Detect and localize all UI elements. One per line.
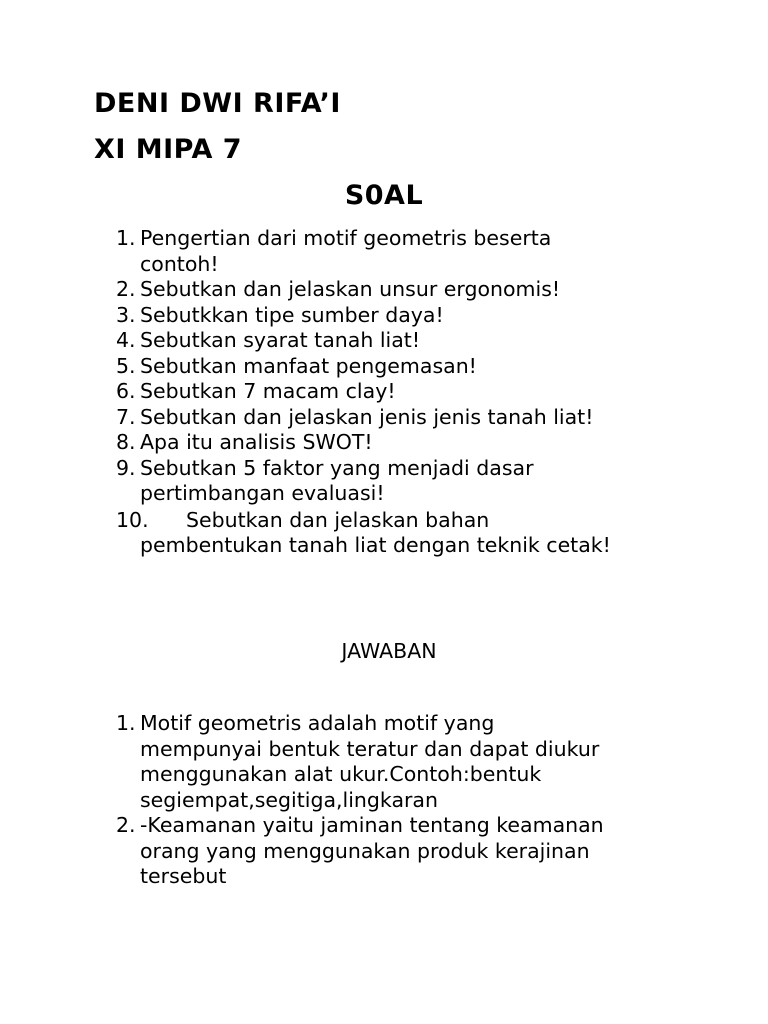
answer-number: 2.	[116, 813, 136, 837]
question-text: Sebutkan 5 faktor yang menjadi dasar pertimbangan evaluasi!	[140, 455, 534, 505]
question-item	[116, 456, 736, 507]
question-number: 10.	[116, 507, 149, 532]
question-number: 3.	[116, 302, 136, 327]
question-number: 2.	[116, 277, 136, 301]
question-text: Sebutkan dan jelaskan bahan pembentukan tanah liat dengan teknik cetak!	[140, 507, 611, 557]
question-text: Sebutkan syarat tanah liat!	[140, 328, 421, 352]
question-item	[116, 328, 736, 354]
answer-text: -Keamanan yaitu jaminan tentang keamanan orang yang menggunakan produk kerajinan tersebut	[140, 813, 604, 888]
question-number: 7.	[116, 404, 136, 429]
question-item	[116, 354, 736, 380]
question-item	[116, 379, 736, 405]
question-text: Sebutkkan tipe sumber daya!	[140, 302, 444, 327]
answer-text: Motif geometris adalah motif yang mempunyai bentuk teratur dan dapat diukur menggunakan alat ukur.Contoh:bentuk segiempat,segitiga,lingkaran	[140, 711, 600, 812]
question-number: 8.	[116, 430, 136, 454]
question-text: Sebutkan dan jelaskan jenis jenis tanah liat!	[140, 404, 594, 429]
question-number: 4.	[116, 328, 136, 352]
question-list	[116, 226, 736, 559]
question-number: 6.	[116, 379, 136, 403]
question-item	[116, 508, 736, 559]
questions-heading: S0AL	[344, 180, 424, 211]
question-item	[116, 303, 736, 329]
question-item	[116, 226, 736, 277]
question-text: Pengertian dari motif geometris beserta contoh!	[140, 226, 552, 276]
question-number: 9.	[116, 455, 136, 480]
student-name: DENI DWI RIFA’I	[94, 88, 341, 119]
question-text: Sebutkan dan jelaskan unsur ergonomis!	[140, 277, 561, 301]
question-number: 5.	[116, 353, 136, 378]
answer-item	[116, 711, 736, 813]
answer-list	[116, 711, 736, 890]
answer-item	[116, 813, 736, 890]
question-item	[116, 430, 736, 456]
question-item	[116, 277, 736, 303]
question-item	[116, 405, 736, 431]
question-number: 1.	[116, 226, 136, 250]
question-text: Sebutkan manfaat pengemasan!	[140, 353, 477, 378]
answers-heading: JAWABAN	[341, 639, 437, 663]
student-class: XI MIPA 7	[94, 134, 243, 165]
question-text: Apa itu analisis SWOT!	[140, 430, 373, 454]
answer-number: 1.	[116, 711, 136, 735]
question-text: Sebutkan 7 macam clay!	[140, 379, 396, 403]
